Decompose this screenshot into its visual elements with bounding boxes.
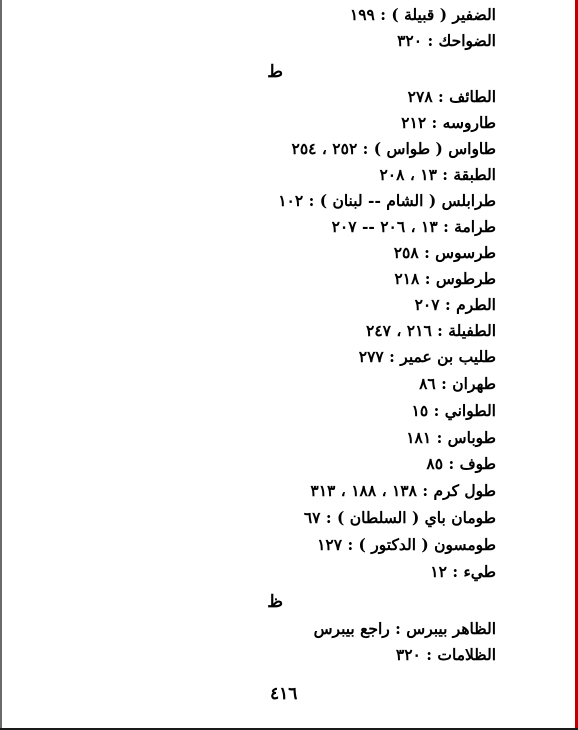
index-entry: طاواس ( طواس ) : ٢٥٢ ، ٢٥٤ (291, 139, 496, 158)
index-entry: طومان باي ( السلطان ) : ٦٧ (303, 508, 496, 527)
index-entry: الضواحك : ٣٢٠ (397, 31, 496, 50)
index-entry: الطائف : ٢٧٨ (407, 87, 496, 106)
index-entry: طهران : ٨٦ (419, 374, 496, 393)
section-letter-heading: ط (267, 62, 283, 82)
index-entry: طومسون ( الدكتور ) : ١٢٧ (317, 535, 496, 554)
index-entry: الطبقة : ١٣ ، ٢٠٨ (379, 165, 496, 184)
section-letter-heading: ظ (267, 592, 283, 612)
index-entry: الطواني : ١٥ (411, 401, 496, 420)
index-entry: طوباس : ١٨١ (406, 428, 496, 447)
index-entry: طرسوس : ٢٥٨ (393, 243, 496, 262)
page-number: ٤١٦ (270, 684, 298, 704)
index-entry: طول كرم : ١٣٨ ، ١٨٨ ، ٣١٣ (310, 481, 496, 500)
index-entry: طليب بن عمير : ٢٧٧ (358, 347, 496, 366)
index-entry: طرابلس ( الشام -- لبنان ) : ١٠٢ (278, 191, 496, 210)
index-entry: الطفيلة : ٢١٦ ، ٢٤٧ (366, 321, 496, 340)
index-entry: الظاهر بيبرس : راجع بيبرس (313, 619, 496, 638)
index-entry: طاروسه : ٢١٢ (401, 113, 496, 132)
index-entry: الضفير ( قبيلة ) : ١٩٩ (349, 5, 496, 24)
index-entry: الطرم : ٢٠٧ (414, 295, 496, 314)
index-entry: طرطوس : ٢١٨ (394, 269, 496, 288)
index-entry: طوف : ٨٥ (426, 454, 496, 473)
index-entry: الظلامات : ٣٢٠ (395, 645, 496, 664)
index-entry: طرامة : ١٣ ، ٢٠٦ -- ٢٠٧ (331, 217, 496, 236)
index-entry: طيء : ١٢ (430, 562, 496, 581)
